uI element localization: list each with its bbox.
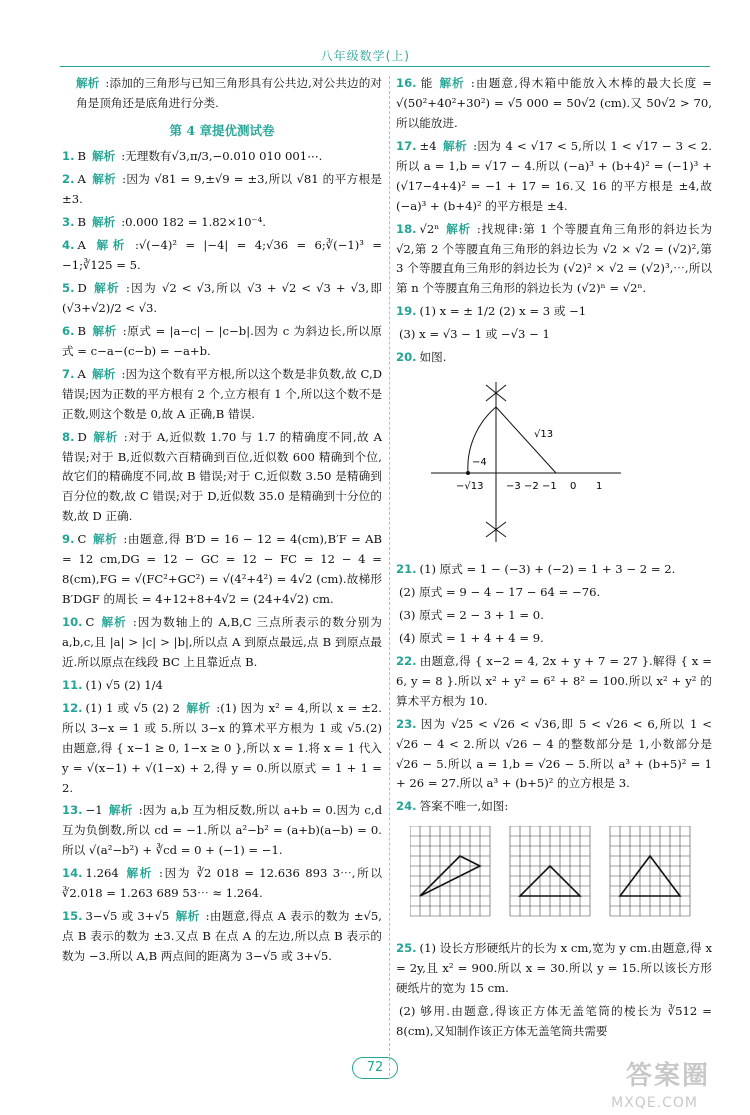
watermark-logo: 答案圈 bbox=[625, 1061, 710, 1092]
answer-item bbox=[62, 530, 382, 610]
answer-num: 11. bbox=[62, 677, 83, 692]
answer-item bbox=[396, 560, 712, 580]
answer-num: 21. bbox=[396, 562, 417, 577]
answer-label: 解析 bbox=[92, 429, 118, 444]
answer-item bbox=[396, 74, 712, 134]
answer-item bbox=[62, 864, 382, 904]
answer-num: 6. bbox=[62, 323, 75, 338]
q24-grid-figures bbox=[410, 826, 710, 926]
answer-text: :找规律:第 1 个等腰直角三角形的斜边长为 √2,第 2 个等腰直角三角形的斜边长为 √2 × √2 = (√2)²,第 3 个等腰直角三角形的斜边长为 (√2)² × √2 = (√2)³,⋯,所以第 n 个等腰直角三角形的斜边长为 (√2)ⁿ = √2ⁿ. bbox=[396, 221, 712, 296]
answer-label: 解析 bbox=[91, 366, 116, 381]
answer-item bbox=[62, 907, 382, 967]
answer-item bbox=[62, 365, 382, 425]
answer-item bbox=[62, 613, 382, 673]
answer-ans: 如图. bbox=[419, 350, 447, 365]
label-neg1: −1 bbox=[542, 481, 557, 493]
answer-ans: √2ⁿ bbox=[419, 221, 440, 236]
answer-ans: B bbox=[77, 149, 87, 164]
answer-num: 7. bbox=[62, 366, 75, 381]
answer-ans: B bbox=[77, 215, 87, 230]
answer-text: :因为 4 < √17 < 5,所以 1 < √17 − 3 < 2.所以 a = 1,b = √17 − 4.所以 (−a)³ + (b+4)² = (−1)³ + (√17−4+4)² = −1 + 17 = 16.又 16 的平方根是 ±4,故 (−a)³ + (b+4)² 的平方根是 ±4. bbox=[396, 138, 712, 213]
answer-label: 解析 bbox=[108, 803, 133, 818]
answer-text: :因为这个数有平方根,所以这个数是非负数,故 C,D 错误;因为正数的平方根有 2 个,立方根有 1 个,所以这个数不是正数,则这个数是 0,故 A 正确,B 错误. bbox=[62, 366, 382, 421]
grid-panels bbox=[410, 826, 690, 916]
label-neg4: −4 bbox=[472, 457, 487, 469]
answer-label: 解析 bbox=[91, 238, 129, 253]
intro-note bbox=[62, 74, 382, 114]
answer-item bbox=[396, 606, 712, 626]
answer-ans: 1.264 bbox=[85, 866, 119, 881]
answer-num: 13. bbox=[62, 803, 83, 818]
answer-item bbox=[396, 220, 712, 300]
answer-ans: D bbox=[77, 281, 87, 295]
answer-num: 14. bbox=[62, 866, 83, 881]
answer-text: :对于 A,近似数 1.70 与 1.7 的精确度不同,故 A 错误;对于 B,近似数六百精确到百位,近似数 600 精确到个位,故它们的精确度不同,故 B 错误;对于 C,近似数 3.50 是精确到百分位的数,故 C 错误;对于 D,近似数 35.0 是精确到十分位的数,故 D 正确. bbox=[62, 429, 382, 524]
answer-item bbox=[62, 676, 382, 696]
answer-label: 解析 bbox=[445, 221, 471, 236]
answer-text: :无理数有√3,π/3,−0.010 010 001⋯. bbox=[121, 149, 323, 164]
answer-item bbox=[396, 583, 712, 603]
answer-text: (3) 原式 = 2 − 3 + 1 = 0. bbox=[399, 607, 544, 622]
answer-item bbox=[62, 236, 382, 276]
answer-item bbox=[396, 939, 712, 999]
answer-item bbox=[396, 652, 712, 712]
answer-num: 5. bbox=[62, 281, 75, 295]
answer-item bbox=[396, 348, 712, 368]
answer-ans: (1) √5 (2) 1/4 bbox=[85, 677, 163, 692]
label-one: 1 bbox=[596, 481, 603, 493]
answer-ans: C bbox=[77, 532, 87, 547]
answer-text: :因为 √81 = 9,±√9 = ±3,所以 √81 的平方根是 ±3. bbox=[62, 172, 382, 207]
answer-label: 解析 bbox=[92, 281, 120, 295]
answer-ans: 3−√5 或 3+√5 bbox=[85, 909, 170, 924]
answer-label: 解析 bbox=[186, 700, 211, 715]
page-number: 72 bbox=[352, 1057, 399, 1079]
answer-num: 15. bbox=[62, 909, 83, 924]
answer-ans: B bbox=[77, 323, 87, 338]
answer-num: 24. bbox=[396, 799, 417, 814]
answer-num: 1. bbox=[62, 149, 75, 164]
answer-label: 解析 bbox=[92, 532, 118, 547]
answer-label: 解析 bbox=[124, 866, 154, 881]
right-answer-list-2 bbox=[396, 560, 712, 817]
answer-ans: ±4 bbox=[419, 138, 437, 153]
answer-item bbox=[62, 213, 382, 233]
right-answer-list-3 bbox=[396, 939, 712, 1042]
answer-item bbox=[396, 797, 712, 817]
answer-text: :因为数轴上的 A,B,C 三点所表示的数分别为 a,b,c,且 |a| > |c| > |b|,所以点 A 到原点最远,点 B 到原点最近.所以原点在线段 BC 上且靠近点 B. bbox=[62, 615, 382, 669]
intro-label: 解析 bbox=[76, 76, 100, 90]
answer-text: (4) 原式 = 1 + 4 + 4 = 9. bbox=[399, 630, 544, 645]
answer-text: 答案不唯一,如图: bbox=[419, 799, 509, 814]
answer-label: 解析 bbox=[442, 138, 468, 153]
answer-text: (1) 原式 = 1 − (−3) + (−2) = 1 + 3 − 2 = 2. bbox=[419, 562, 676, 577]
answer-text: (2) 够用.由题意,得该正方体无盖笔筒的棱长为 ∛512 = 8(cm),又知制作该正方体无盖笔筒共需要 bbox=[396, 1004, 712, 1038]
answer-label: 解析 bbox=[175, 909, 200, 924]
answer-ans: A bbox=[77, 238, 86, 253]
answer-text: :因为 a,b 互为相反数,所以 a+b = 0.因为 c,d 互为负倒数,所以 cd = −1.所以 a²−b² = (a+b)(a−b) = 0.所以 √(a²−b²) + ∛cd = 0 + (−1) = −1. bbox=[62, 803, 382, 858]
answer-item bbox=[62, 170, 382, 210]
answer-item bbox=[62, 322, 382, 362]
label-neg-sqrt13: −√13 bbox=[456, 481, 484, 493]
answer-text: :√(−4)² = |−4| = 4;√36 = 6;∛(−1)³ = −1;∛125 = 5. bbox=[62, 238, 382, 273]
label-neg2: −2 bbox=[524, 481, 539, 493]
label-sqrt13: √13 bbox=[534, 429, 554, 441]
left-column bbox=[62, 74, 382, 970]
label-zero: 0 bbox=[570, 481, 577, 493]
answer-item bbox=[62, 147, 382, 167]
answer-num: 19. bbox=[396, 304, 417, 319]
intro-text: :添加的三角形与已知三角形具有公共边,对公共边的对角是顶角还是底角进行分类. bbox=[76, 76, 382, 110]
left-answer-list bbox=[62, 147, 382, 967]
answer-text: :0.000 182 = 1.82×10⁻⁴. bbox=[121, 215, 266, 230]
answer-item bbox=[62, 801, 382, 861]
answer-num: 2. bbox=[62, 172, 75, 187]
q20-number-line-figure bbox=[426, 377, 626, 547]
section-title: 第 4 章提优测试卷 bbox=[169, 122, 275, 138]
answer-item bbox=[62, 699, 382, 799]
answer-num: 18. bbox=[396, 221, 417, 236]
answer-num: 12. bbox=[62, 700, 83, 715]
answer-text: 由题意,得 { x−2 = 4, 2x + y + 7 = 27 }.解得 { x = 6, y = 8 }.所以 x² + y² = 6² + 8² = 100.所以 x² + y² 的算术平方根为 10. bbox=[396, 653, 712, 708]
answer-num: 9. bbox=[62, 532, 75, 547]
answer-num: 25. bbox=[396, 941, 417, 956]
watermark-site: MXQE.COM bbox=[611, 1094, 698, 1111]
answer-item bbox=[396, 302, 712, 322]
hypotenuse bbox=[496, 407, 556, 473]
answer-item bbox=[396, 629, 712, 649]
answer-text: :由题意,得 B′D = 16 − 12 = 4(cm),B′F = AB = 12 cm,DG = 12 − GC = 12 − FC = 12 − 4 = 8(cm),FG = √(FC²+GC²) = √(4²+4²) = 4√2 (cm).故梯形 B′DGF 的周长 = 4+12+8+4√2 = (24+4√2) cm. bbox=[62, 532, 382, 607]
label-neg3: −3 bbox=[506, 481, 521, 493]
answer-num: 20. bbox=[396, 350, 417, 365]
answer-text: (1) 设长方形硬纸片的长为 x cm,宽为 y cm.由题意,得 x = 2y,且 x² = 900.所以 x = 30.所以 y = 15.所以该长方形硬纸片的宽为 15 cm. bbox=[396, 941, 712, 996]
answer-text: :因为 √2 < √3,所以 √3 + √2 < √3 + √3,即 (√3+√2)/2 < √3. bbox=[62, 281, 382, 315]
answer-text: 因为 √25 < √26 < √36,即 5 < √26 < 6,所以 1 < √26 − 4 < 2.所以 √26 − 4 的整数部分是 1,小数部分是 √26 − 5.所以 a = 1,b = √26 − 5.所以 a³ + (b+5)² = 1 + 26 = 27.所以 a³ + (b+5)² 的立方根是 3. bbox=[396, 716, 712, 791]
answer-ans: −1 bbox=[85, 803, 103, 818]
answer-text: :(1) 因为 x² = 4,所以 x = ±2.所以 3−x = 1 或 5.所以 3−x 的算术平方根为 1 或 √5.(2) 由题意,得 { x−1 ≥ 0, 1−x ≥ 0 },所以 x = 1.将 x = 1 代入 y = √(x−1) + √(1−x) + 2,得 y = 0.所以原式 = 1 + 1 = 2. bbox=[62, 700, 382, 795]
answer-label: 解析 bbox=[439, 76, 465, 90]
right-answer-list bbox=[396, 74, 712, 368]
answer-num: 10. bbox=[62, 615, 83, 629]
answer-num: 8. bbox=[62, 429, 75, 444]
answer-ans: (1) x = ± 1/2 (2) x = 3 或 −1 bbox=[419, 304, 587, 319]
answer-label: 解析 bbox=[92, 149, 116, 164]
page-header bbox=[60, 44, 710, 67]
answer-num: 22. bbox=[396, 653, 417, 668]
answer-num: 3. bbox=[62, 215, 75, 230]
answer-item bbox=[396, 715, 712, 795]
answer-num: 17. bbox=[396, 138, 417, 153]
answer-num: 16. bbox=[396, 76, 417, 90]
answer-ans: A bbox=[77, 366, 86, 381]
answer-text: :由题意,得点 A 表示的数为 ±√5,点 B 表示的数为 ±3.又点 B 在点 A 的左边,所以点 B 表示的数为 −3.所以 A,B 两点间的距离为 3−√5 或 3+√5. bbox=[62, 909, 382, 963]
answer-label: 解析 bbox=[92, 215, 116, 230]
right-column bbox=[396, 74, 712, 1045]
answer-num: 4. bbox=[62, 238, 75, 253]
answer-label: 解析 bbox=[92, 323, 117, 338]
answer-item bbox=[62, 279, 382, 319]
answer-text: :因为 ∛2 018 = 12.636 893 3⋯,所以 ∛2.018 = 1.263 689 53⋯ ≈ 1.264. bbox=[62, 866, 382, 901]
answer-ans: A bbox=[77, 172, 86, 187]
answer-label: 解析 bbox=[100, 615, 127, 629]
answer-ans: C bbox=[85, 615, 95, 629]
answer-ans: (1) 1 或 √5 (2) 2 bbox=[85, 700, 181, 715]
answer-text: :由题意,得木箱中能放入木棒的最大长度 = √(50²+40²+30²) = √5 000 = 50√2 (cm).又 50√2 > 70,所以能放进. bbox=[396, 76, 712, 130]
answer-item bbox=[396, 325, 712, 345]
answer-ans: D bbox=[77, 429, 87, 444]
answer-ans: 能 bbox=[419, 76, 434, 90]
header-title: 八年级数学(上) bbox=[320, 49, 410, 63]
answer-item bbox=[396, 1002, 712, 1042]
answer-num: 23. bbox=[396, 716, 417, 731]
answer-label: 解析 bbox=[91, 172, 117, 187]
column-divider bbox=[389, 76, 390, 1076]
answer-item bbox=[62, 428, 382, 528]
point-neg-sqrt13 bbox=[466, 471, 470, 475]
answer-text: (2) 原式 = 9 − 4 − 17 − 64 = −76. bbox=[399, 585, 601, 599]
answer-ans: (3) x = √3 − 1 或 −√3 − 1 bbox=[399, 327, 550, 342]
answer-item bbox=[396, 137, 712, 217]
answer-text: :原式 = |a−c| − |c−b|.因为 c 为斜边长,所以原式 = c−a−(c−b) = −a+b. bbox=[62, 323, 382, 358]
